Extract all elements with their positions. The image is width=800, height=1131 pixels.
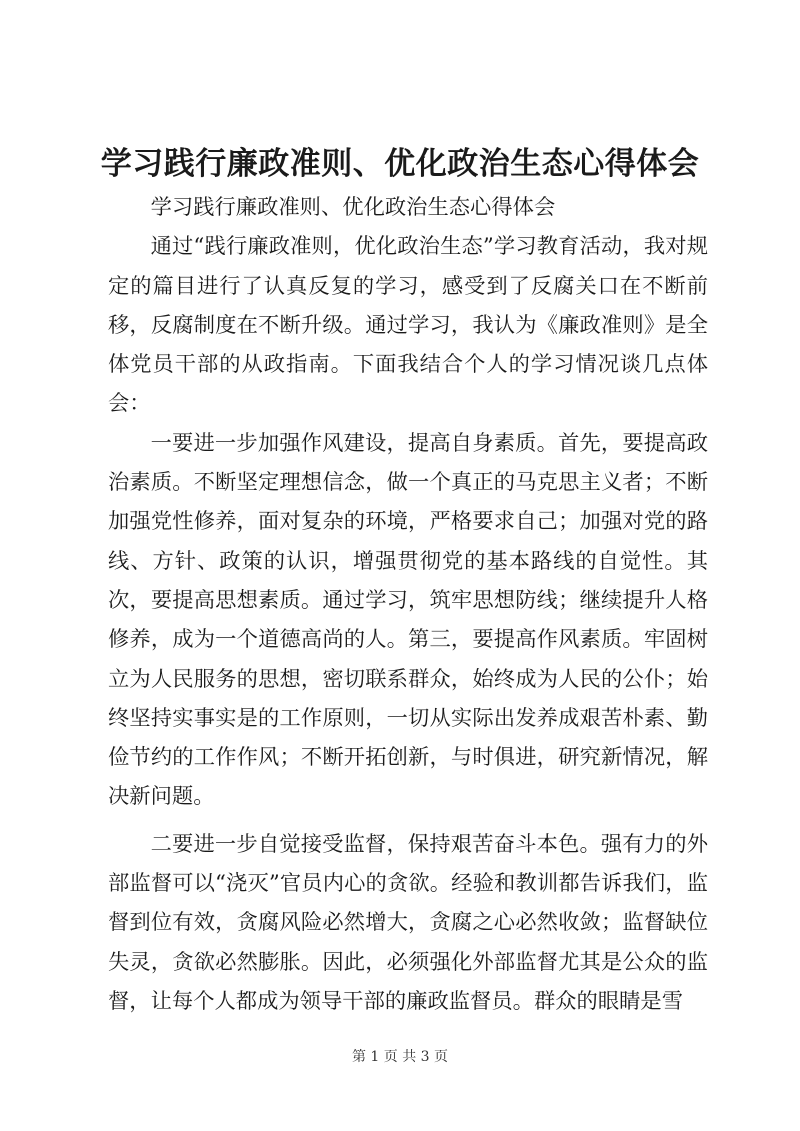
point-one-paragraph: 一要进一步加强作风建设，提高自身素质。首先，要提高政治素质。不断坚定理想信念，做一个真正的马克思主义者；不断加强党性修养，面对复杂的环境，严格要求自己；加强对党的路线、方针、政策的认识，增强贯彻党的基本路线的自觉性。其次，要提高思想素质。通过学习，筑牢思想防线；继续提升人格修养，成为一个道德高尚的人。第三，要提高作风素质。牢固树立为人民服务的思想，密切联系群众，始终成为人民的公仆；始终坚持实事实是的工作原则，一切从实际出发养成艰苦朴素、勤俭节约的工作作风；不断开拓创新，与时俱进，研究新情况，解决新问题。	[108, 430, 708, 810]
intro-paragraph: 通过“践行廉政准则，优化政治生态”学习教育活动，我对规定的篇目进行了认真反复的学习，感受到了反腐关口在不断前移，反腐制度在不断升级。通过学习，我认为《廉政准则》是全体党员干部的从政指南。下面我结合个人的学习情况谈几点体会：	[108, 234, 708, 417]
subtitle-paragraph: 学习践行廉政准则、优化政治生态心得体会	[150, 195, 556, 220]
point-two-paragraph: 二要进一步自觉接受监督，保持艰苦奋斗本色。强有力的外部监督可以“浇灭”官员内心的贪欲。经验和教训都告诉我们，监督到位有效，贪腐风险必然增大，贪腐之心必然收敛；监督缺位失灵，贪欲必然膨胀。因此，必须强化外部监督尤其是公众的监督，让每个人都成为领导干部的廉政监督员。群众的眼睛是雪	[108, 831, 708, 1014]
document-title: 学习践行廉政准则、优化政治生态心得体会	[100, 146, 700, 182]
document-body	[108, 188, 708, 1021]
page-footer: 第 1 页 共 3 页	[351, 1049, 449, 1065]
